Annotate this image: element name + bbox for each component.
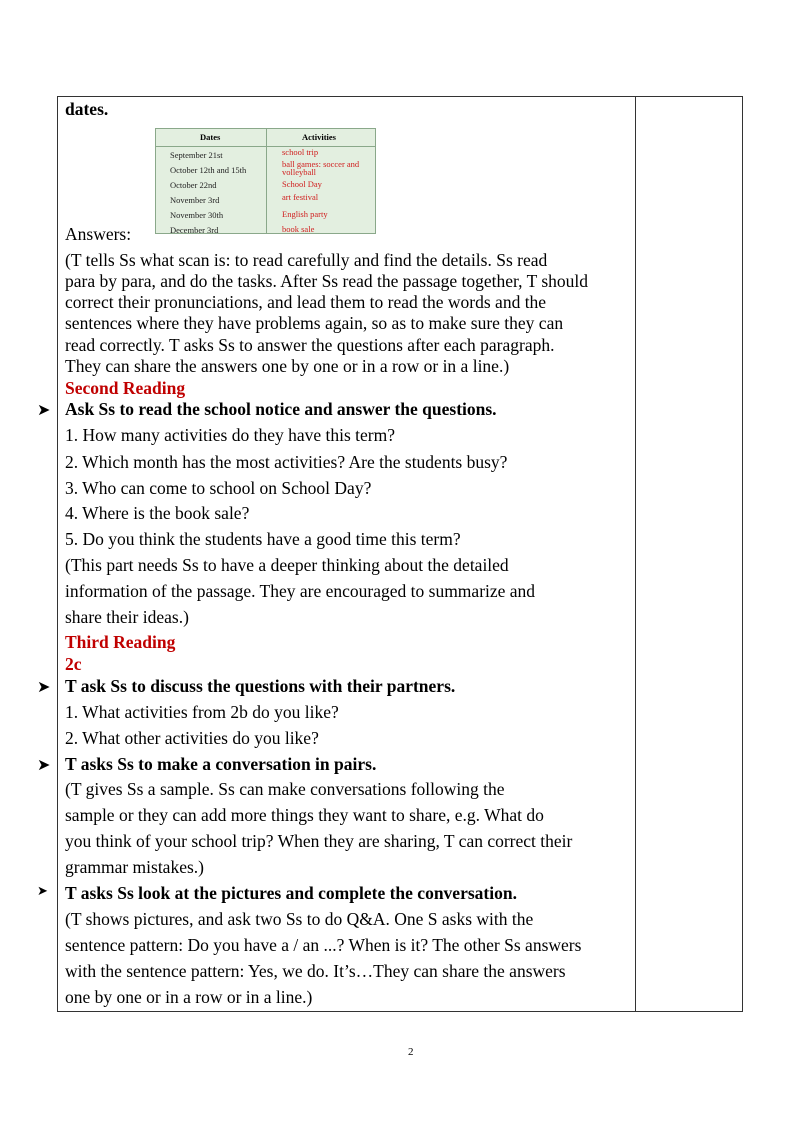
question-item: 3. Who can come to school on School Day? — [65, 478, 372, 498]
header-activities: Activities — [302, 132, 336, 142]
scan-para-line: para by para, and do the tasks. After Ss read the passage together, T should — [65, 271, 589, 291]
arrow-bullet-icon: ➤ — [37, 755, 51, 774]
second-reading-instruction: Ask Ss to read the school notice and answer the questions. — [65, 399, 497, 419]
second-reading-note: information of the passage. They are encouraged to summarize and — [65, 581, 536, 601]
conversation-note: (T gives Ss a sample. Ss can make conversations following the — [65, 779, 505, 799]
table-cell-date: November 3rd — [170, 195, 220, 205]
pictures-note: (T shows pictures, and ask two Ss to do Q&A. One S asks with the — [65, 909, 534, 929]
table-cell-activity: book sale — [282, 224, 315, 234]
schedule-table — [155, 128, 376, 234]
second-reading-note: (This part needs Ss to have a deeper thinking about the detailed — [65, 555, 509, 575]
table-cell-date: October 22nd — [170, 180, 217, 190]
table-cell-activity: school trip — [282, 147, 319, 157]
question-item: 2. What other activities do you like? — [65, 728, 319, 748]
scan-para-line: correct their pronunciations, and lead them to read the words and the — [65, 292, 547, 312]
arrow-bullet-icon: ➤ — [37, 677, 51, 696]
table-cell-activity: School Day — [282, 179, 322, 189]
pictures-note: one by one or in a row or in a line.) — [65, 987, 313, 1007]
third-reading-heading: Third Reading — [65, 632, 176, 652]
conversation-note: you think of your school trip? When they are sharing, T can correct their — [65, 831, 573, 851]
scan-para-line: sentences where they have problems again, so as to make sure they can — [65, 313, 564, 333]
section-2c-label: 2c — [65, 654, 82, 674]
page-number: 2 — [408, 1046, 414, 1058]
table-cell-activity: art festival — [282, 192, 319, 202]
pictures-note: with the sentence pattern: Yes, we do. It’s…They can share the answers — [65, 961, 566, 981]
table-cell-activity: English party — [282, 209, 328, 219]
third-reading-instruction: T ask Ss to discuss the questions with their partners. — [65, 676, 456, 696]
header-dates: Dates — [200, 132, 221, 142]
answers-label: Answers: — [65, 224, 132, 244]
pictures-instruction: T asks Ss look at the pictures and complete the conversation. — [65, 883, 517, 903]
scan-para-line: (T tells Ss what scan is: to read carefully and find the details. Ss read — [65, 250, 548, 270]
second-reading-heading: Second Reading — [65, 378, 186, 398]
question-item: 1. How many activities do they have this term? — [65, 425, 395, 445]
pictures-note: sentence pattern: Do you have a / an ...? When is it? The other Ss answers — [65, 935, 582, 955]
question-item: 4. Where is the book sale? — [65, 503, 250, 523]
dates-text: dates. — [65, 99, 109, 119]
second-reading-note: share their ideas.) — [65, 607, 189, 627]
pair-conversation-instruction: T asks Ss to make a conversation in pairs. — [65, 754, 377, 774]
scan-para-line: read correctly. T asks Ss to answer the questions after each paragraph. — [65, 335, 555, 355]
conversation-note: sample or they can add more things they want to share, e.g. What do — [65, 805, 544, 825]
column-divider — [635, 96, 636, 1012]
table-cell-date: October 12th and 15th — [170, 165, 247, 175]
arrow-bullet-icon: ➤ — [37, 400, 51, 419]
table-cell-date: December 3rd — [170, 225, 219, 235]
table-cell-activity: ball games: soccer and volleyball — [282, 159, 360, 177]
table-cell-date: November 30th — [170, 210, 224, 220]
schedule-table-divider — [266, 129, 267, 233]
question-item: 2. Which month has the most activities? Are the students busy? — [65, 452, 508, 472]
question-item: 1. What activities from 2b do you like? — [65, 702, 339, 722]
question-item: 5. Do you think the students have a good time this term? — [65, 529, 461, 549]
conversation-note: grammar mistakes.) — [65, 857, 204, 877]
table-cell-date: September 21st — [170, 150, 223, 160]
scan-para-line: They can share the answers one by one or in a row or in a line.) — [65, 356, 510, 376]
arrow-bullet-icon: ➤ — [37, 884, 48, 899]
